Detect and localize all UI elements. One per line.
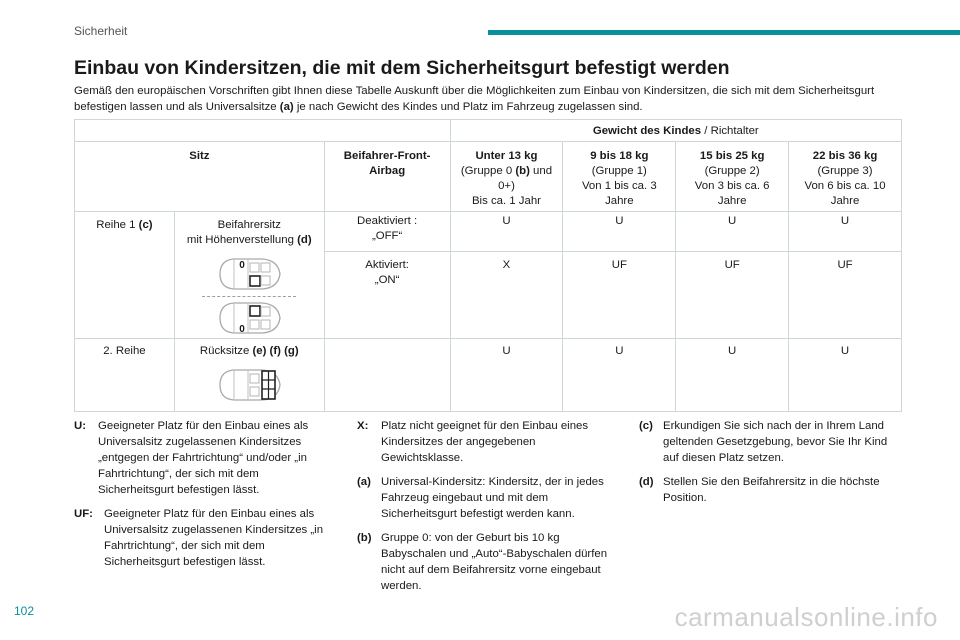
value-cell: U: [676, 339, 789, 412]
legend-item-c: [639, 418, 901, 466]
legend-text: Geeigneter Platz für den Einbau eines als Universalsitz zugelassenen Kindersitzes „in Fahrtrichtung“, der sich mit dem Sicherheitsgurt befestigen lässt.: [104, 508, 324, 568]
legend-column-3: [639, 418, 901, 514]
airbag-on-cell: [324, 252, 450, 339]
col-header-group-0: [450, 142, 563, 212]
row2-airbag-cell: [324, 339, 450, 412]
row2-seat-cell: [174, 339, 324, 412]
page-title: Einbau von Kindersitzen, die mit dem Sicherheitsgurt befestigt werden: [74, 57, 730, 79]
group-age: Bis ca. 1 Jahr: [471, 195, 541, 207]
legend-text: Geeigneter Platz für den Einbau eines als Universalsitz zugelassenen Kindersitzes „entgegen der Fahrtrichtung“ und/oder „in Fahrtrichtung“, der sich mit dem Sicherheitsgurt befestigen lässt.: [98, 420, 309, 496]
value-cell: U: [789, 212, 902, 252]
col-header-group-1: [563, 142, 676, 212]
table-row-airbag-off: [75, 212, 902, 252]
header-accent-bar: [488, 30, 960, 35]
legend-key: (d): [639, 476, 654, 488]
row1-label: Reihe 1: [96, 219, 139, 231]
table-row-weight-header: [75, 120, 902, 142]
value-cell: U: [563, 339, 676, 412]
col-header-group-3: [789, 142, 902, 212]
intro-ref: (a): [279, 100, 294, 113]
group-class-cont: 0+): [498, 180, 515, 192]
row2-label-cell: 2. Reihe: [75, 339, 175, 412]
weight-header-cell: [450, 120, 901, 142]
page-number: 102: [14, 604, 35, 618]
section-label: Sicherheit: [74, 24, 128, 38]
car-seat-diagram-front-icon: [214, 254, 284, 294]
legend-item-x: [357, 418, 619, 466]
diagram-divider: [202, 296, 296, 297]
group-class: (Gruppe 3): [817, 165, 873, 177]
group-age: Von 1 bis ca. 3: [581, 180, 657, 192]
intro-text: Gemäß den europäischen Vorschriften gibt Ihnen diese Tabelle Auskunft über die Möglichkeiten zum Einbau von Kindersitzen, die sich mit dem Sicherheitsgurt befestigen lassen und als Universalsitze: [74, 85, 875, 113]
value-cell: U: [676, 212, 789, 252]
legend-item-b: [357, 530, 619, 594]
airbag-on-badge: 0: [239, 324, 245, 335]
value-cell: U: [450, 339, 563, 412]
legend-text: Universal-Kindersitz: Kindersitz, der in jedes Fahrzeug eingebaut und mit dem Sicherheitsgurt befestigt werden kann.: [381, 476, 604, 520]
legend-column-1: [74, 418, 336, 578]
group-weight: 9 bis 18 kg: [590, 150, 649, 162]
legend-key: (c): [639, 420, 653, 432]
airbag-off-line2: „OFF“: [371, 230, 403, 242]
row1-seat-line1: Beifahrersitz: [217, 219, 281, 231]
col-header-seat: [75, 142, 325, 212]
value-cell: U: [789, 339, 902, 412]
group-weight: Unter 13 kg: [475, 150, 538, 162]
row1-ref: (c): [138, 219, 153, 231]
col-header-airbag: [324, 142, 450, 212]
weight-header-bold: Gewicht des Kindes: [592, 125, 702, 137]
legend-column-2: [357, 418, 619, 602]
airbag-on-line1: Aktiviert:: [365, 259, 409, 271]
group-age: Von 3 bis ca. 6: [694, 180, 770, 192]
legend-text: Platz nicht geeignet für den Einbau eines Kindersitzes der angegebenen Gewichtsklasse.: [381, 420, 589, 464]
value-cell: UF: [563, 252, 676, 339]
row2-seat-label: Rücksitze: [199, 345, 253, 357]
legend-text: Erkundigen Sie sich nach der in Ihrem Land geltenden Gesetzgebung, bevor Sie Ihr Kind auf diesen Platz setzen.: [663, 420, 888, 464]
legend-text: Gruppe 0: von der Geburt bis 10 kg Babyschalen und „Auto“-Babyschalen dürfen nicht auf dem Beifahrersitz vorne eingebaut werden.: [381, 532, 608, 592]
airbag-off-cell: [324, 212, 450, 252]
group-weight: 22 bis 36 kg: [812, 150, 878, 162]
group-age-unit: Jahre: [605, 195, 634, 207]
legend-key: X:: [357, 420, 369, 432]
group-class-end: und: [529, 165, 553, 177]
col-seat-label: Sitz: [189, 150, 210, 162]
group-ref: (b): [515, 165, 530, 177]
group-class: (Gruppe 2): [704, 165, 760, 177]
airbag-on-line2: „ON“: [374, 274, 400, 286]
value-cell: UF: [676, 252, 789, 339]
row1-label-cell: [75, 212, 175, 339]
legend-item-a: [357, 474, 619, 522]
row2-seat-ref: (e) (f) (g): [252, 345, 299, 357]
legend-key: UF:: [74, 508, 93, 520]
legend-text: Stellen Sie den Beifahrersitz in die höchste Position.: [663, 476, 880, 504]
watermark: carmanualsonline.info: [674, 602, 938, 632]
legend-item-uf: [74, 506, 336, 570]
front-seat-diagram: [214, 254, 284, 338]
table-row-column-headers: [75, 142, 902, 212]
group-age-unit: Jahre: [717, 195, 747, 207]
airbag-off-badge: 0: [239, 260, 245, 271]
airbag-off-line1: Deaktiviert :: [357, 215, 418, 227]
intro-text-end: je nach Gewicht des Kindes und Platz im Fahrzeug zugelassen sind.: [293, 100, 643, 113]
intro-paragraph: [74, 84, 894, 115]
group-class: (Gruppe 0: [460, 165, 516, 177]
group-age-unit: Jahre: [830, 195, 860, 207]
col-airbag-line2: Airbag: [369, 165, 406, 177]
group-class: (Gruppe 1): [591, 165, 647, 177]
value-cell: U: [450, 212, 563, 252]
legend-item-d: [639, 474, 901, 506]
row1-seat-cell: [174, 212, 324, 339]
table-row-rear: [75, 339, 902, 412]
value-cell: U: [563, 212, 676, 252]
row1-seat-line2: mit Höhenverstellung: [186, 234, 298, 246]
legend-key: (a): [357, 476, 371, 488]
legend-key: (b): [357, 532, 372, 544]
row1-seat-ref: (d): [297, 234, 312, 246]
group-weight: 15 bis 25 kg: [699, 150, 765, 162]
col-airbag-line1: Beifahrer-Front-: [343, 150, 431, 162]
car-seat-diagram-rear-icon: [214, 365, 284, 405]
value-cell: UF: [789, 252, 902, 339]
col-header-group-2: [676, 142, 789, 212]
car-seat-diagram-front-icon: [214, 298, 284, 338]
child-seat-table: [74, 119, 902, 412]
group-age: Von 6 bis ca. 10: [804, 180, 886, 192]
weight-header-rest: / Richtalter: [701, 125, 759, 137]
table-corner-cell: [75, 120, 451, 142]
value-cell: X: [450, 252, 563, 339]
legend-item-u: [74, 418, 336, 498]
legend-key: U:: [74, 420, 87, 432]
